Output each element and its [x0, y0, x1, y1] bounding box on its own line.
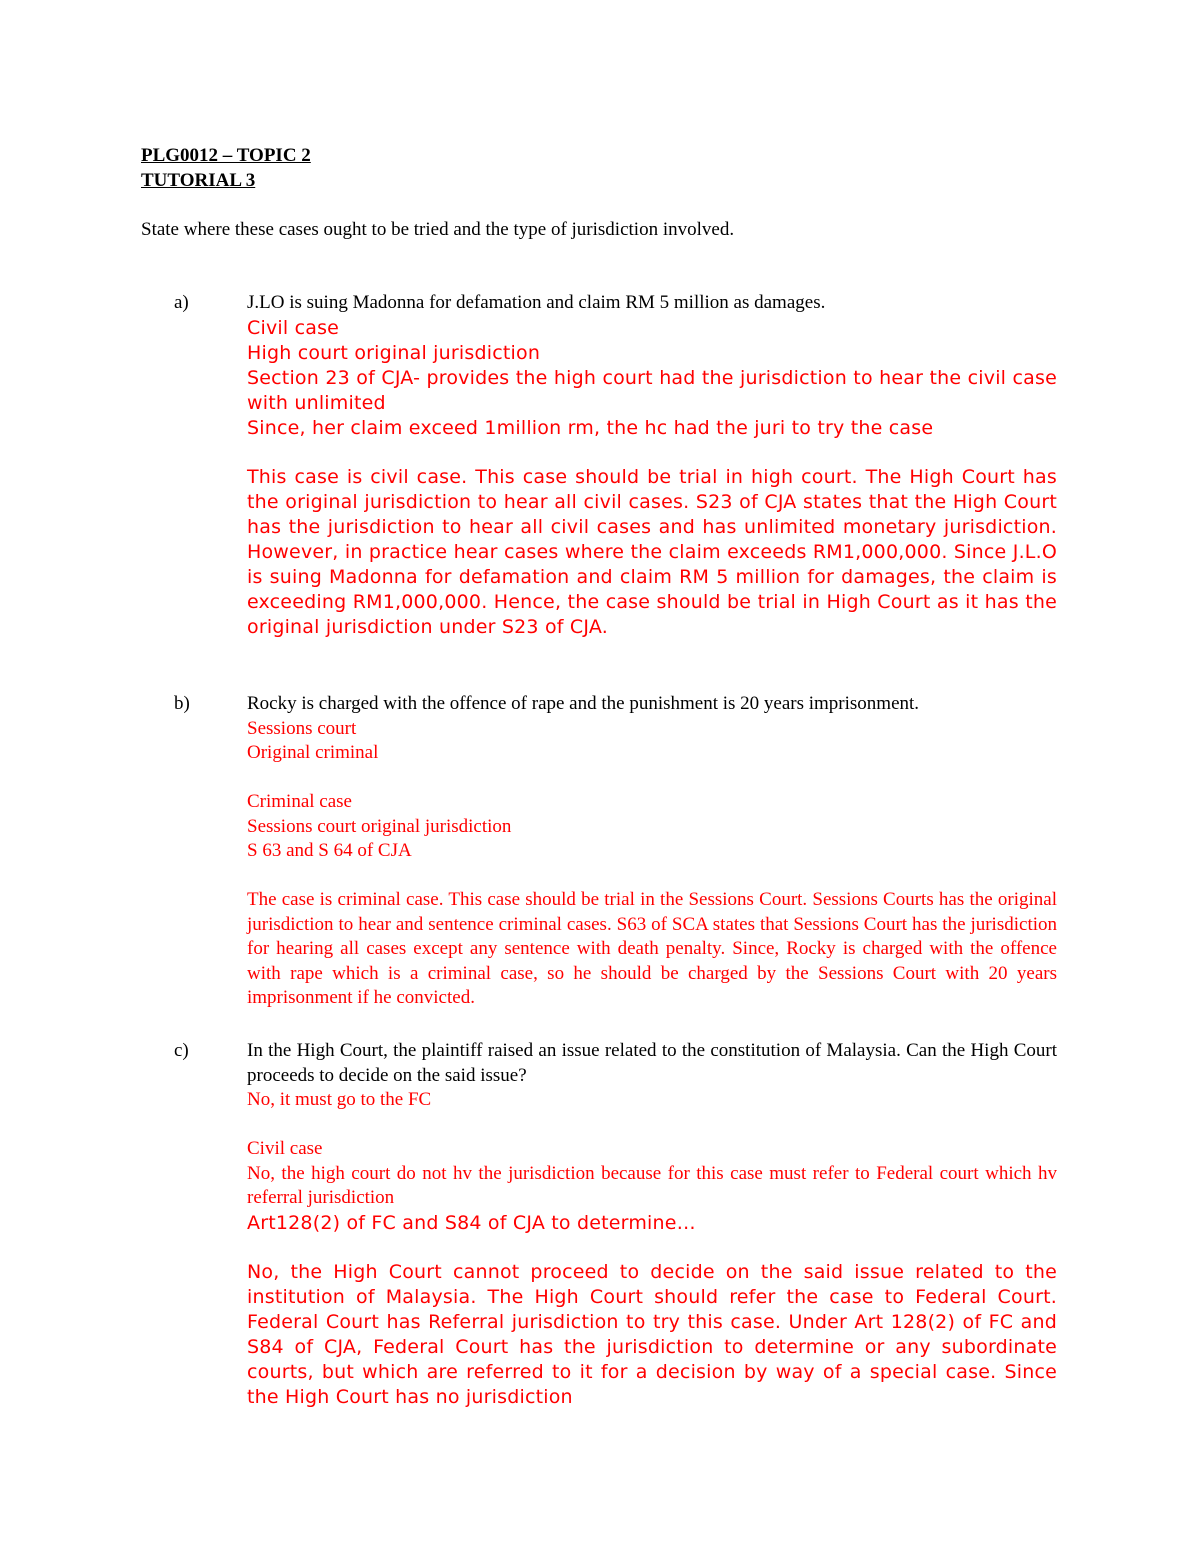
- question-b-block: [247, 692, 1057, 1011]
- question-a-note-2: High court original jurisdiction: [247, 341, 541, 364]
- question-c-text: In the High Court, the plaintiff raised an issue related to the constitution of Malaysia. Can the High Court proceeds to decide on the said issue?: [247, 1040, 1057, 1086]
- question-a-label: a): [174, 292, 189, 313]
- question-b-note-3: Criminal case: [247, 791, 352, 812]
- question-b-label: b): [174, 693, 190, 714]
- question-a-answer: This case is civil case. This case should be trial in high court. The High Court has the original jurisdiction to hear all civil cases. S23 of CJA states that the High Court has the jurisdiction to hear all civil cases and has unlimited monetary jurisdiction. However, in practice hear cases where the claim exceeds RM1,000,000. Since J.L.O is suing Madonna for defamation and claim RM 5 million for damages, the claim is exceeding RM1,000,000. Hence, the case should be trial in High Court as it has the original jurisdiction under S23 of CJA.: [247, 466, 1057, 638]
- question-b-note-2: Original criminal: [247, 742, 379, 763]
- question-b-text: Rocky is charged with the offence of rape and the punishment is 20 years imprisonment.: [247, 693, 920, 714]
- question-a-note-1: Civil case: [247, 316, 340, 339]
- question-b-answer: The case is criminal case. This case should be trial in the Sessions Court. Sessions Courts has the original jurisdiction to hear and sentence criminal cases. S63 of SCA states that Sessions Court has the jurisdiction for hearing all cases except any sentence with death penalty. Since, Rocky is charged with the offence with rape which is a criminal case, so he should be charged by the Sessions Court with 20 years imprisonment if he convicted.: [247, 889, 1057, 1008]
- question-c-note-1: No, it must go to the FC: [247, 1089, 432, 1110]
- question-c-note-2: Civil case: [247, 1138, 323, 1159]
- question-c-block: [247, 1039, 1057, 1410]
- question-c-note-3: No, the high court do not hv the jurisdiction because for this case must refer to Federal court which hv referral jurisdiction: [247, 1162, 1057, 1208]
- question-c-note-4: Art128(2) of FC and S84 of CJA to determine…: [247, 1211, 696, 1234]
- question-c-answer: No, the High Court cannot proceed to decide on the said issue related to the institution of Malaysia. The High Court should refer the case to Federal Court. Federal Court has Referral jurisdiction to try this case. Under Art 128(2) of FC and S84 of CJA, Federal Court has the jurisdiction to determine or any subordinate courts, but which are referred to it for a decision by way of a special case. Since the High Court has no jurisdiction: [247, 1261, 1057, 1408]
- question-c-label: c): [174, 1040, 189, 1061]
- question-a-block: [247, 291, 1057, 640]
- question-b-note-1: Sessions court: [247, 717, 357, 739]
- question-b-note-5: S 63 and S 64 of CJA: [247, 840, 412, 861]
- instruction-text: State where these cases ought to be tried and the type of jurisdiction involved.: [141, 219, 735, 240]
- document-title: PLG0012 – TOPIC 2: [141, 145, 311, 166]
- question-a-text: J.LO is suing Madonna for defamation and claim RM 5 million as damages.: [247, 292, 826, 313]
- question-a-note-4: Since, her claim exceed 1million rm, the hc had the juri to try the case: [247, 416, 934, 439]
- document-subtitle: TUTORIAL 3: [141, 170, 256, 191]
- question-b-note-4: Sessions court original jurisdiction: [247, 815, 512, 837]
- question-a-note-3: Section 23 of CJA- provides the high court had the jurisdiction to hear the civil case with unlimited: [247, 366, 1057, 414]
